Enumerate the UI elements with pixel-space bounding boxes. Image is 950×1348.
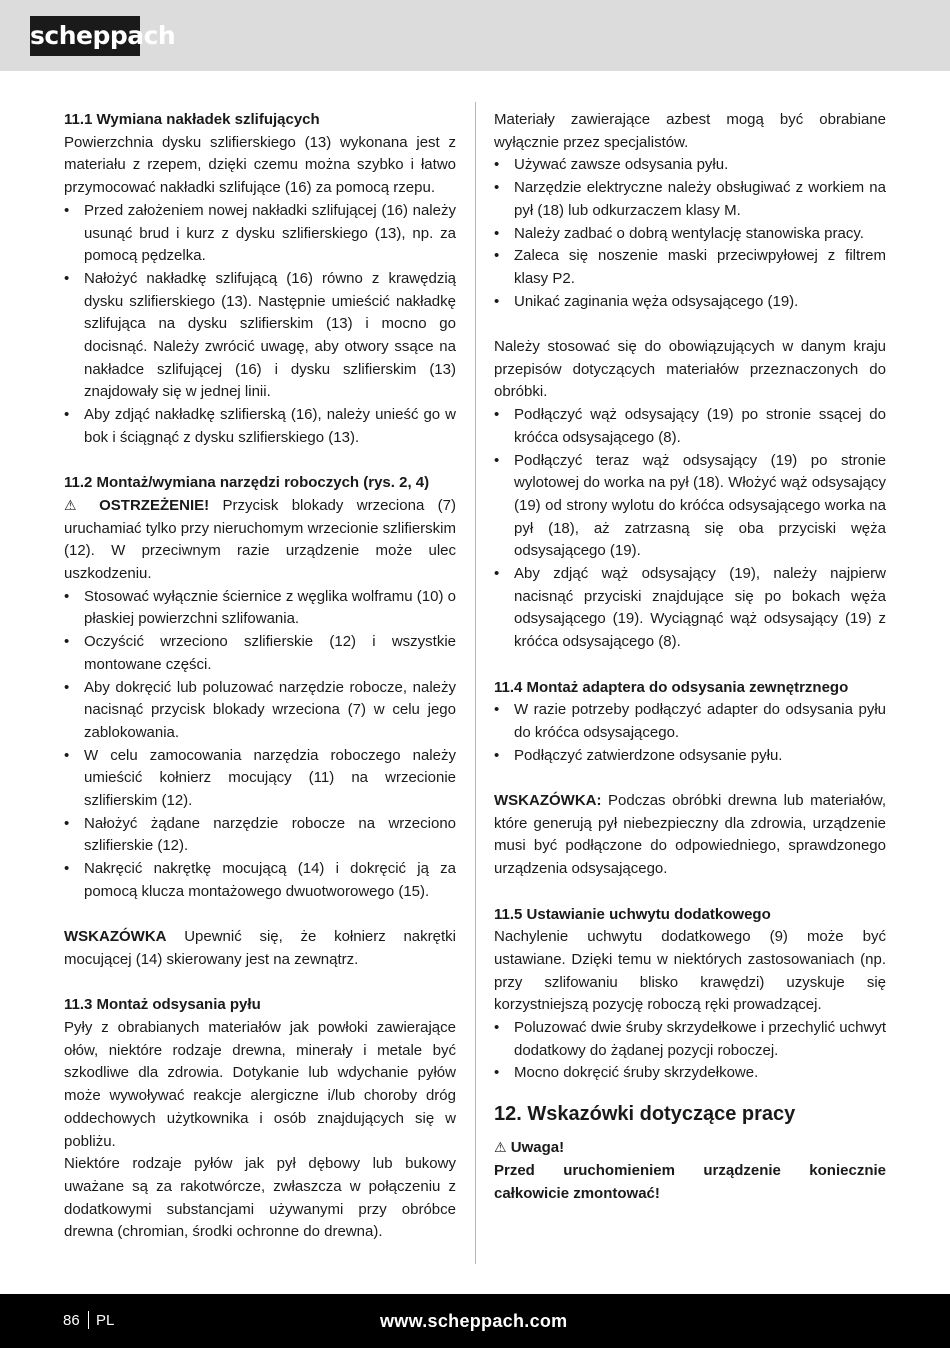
section-11-3-list-1 [494, 154, 886, 313]
warning-triangle-icon: ⚠ [64, 497, 86, 514]
section-11-1-title: 11.1 Wymiana nakładek szlifujących [64, 111, 320, 128]
bullet-icon: • [494, 406, 500, 424]
section-11-3-paragraph-1: Pyły z obrabianych materiałów jak powłoki zawierające ołów, niektóre rodzaje drewna, minerały i metale być szkodliwe dla zdrowia. Dotykanie lub wdychanie pyłów może wywoływać reakcje alergiczne i/lub choroby dróg oddechowych użytkownika i osób znajdujących się w pobliżu. [64, 1019, 456, 1150]
section-11-3-title: 11.3 Montaż odsysania pyłu [64, 996, 261, 1014]
bullet-icon: • [64, 406, 70, 424]
list-item: • Podłączyć zatwierdzone odsysanie pyłu. [494, 745, 886, 768]
note-text: Podczas obróbki drewna lub materiałów, które generują pył niebezpieczny dla zdrowia, urządzenie musi być podłączone do odpowiedniego, sprawdzonego urządzenia odsysającego. [494, 792, 886, 878]
note-text: Upewnić się, że kołnierz nakrętki mocującej (14) skierowany jest na zewnątrz. [64, 928, 456, 968]
note-wskazowka-1 [64, 926, 456, 971]
bullet-icon: • [64, 633, 70, 651]
header-bar [0, 0, 950, 71]
page-separator [88, 1311, 89, 1329]
section-11-4-list [494, 699, 886, 767]
warning-text: Przycisk blokady wrzeciona (7) uruchamiać tylko przy nieruchomym wrzecionie szlifierskim (12). W przeciwnym razie urządzenie może ulec uszkodzeniu. [64, 496, 456, 583]
bullet-icon: • [494, 247, 500, 265]
list-item: • Zaleca się noszenie maski przeciwpyłowej z filtrem klasy P2. [494, 247, 886, 287]
section-11-3-paragraph-3: Materiały zawierające azbest mogą być obrabiane wyłącznie przez specjalistów. [494, 111, 886, 151]
section-11-1-intro: Powierzchnia dysku szlifierskiego (13) wykonana jest z materiału z rzepem, dzięki czemu można szybko i łatwo przymocować nakładki szlifujące (16) za pomocą rzepu. [64, 133, 456, 197]
list-item: • Używać zawsze odsysania pyłu. [494, 154, 886, 177]
column-divider [475, 102, 476, 1264]
bullet-icon: • [64, 860, 70, 878]
bullet-icon: • [494, 292, 500, 310]
website-link[interactable]: www.scheppach.com [380, 1311, 568, 1331]
list-item: • Stosować wyłącznie ściernice z węglika wolframu (10) o płaskiej powierzchni szlifowania. [64, 587, 456, 628]
list-item: • Nałożyć nakładkę szlifującą (16) równo z krawędzią dysku szlifierskiego (13). Następnie umieścić nakładkę szlifująca na dysku szlifierskim (13) i mocno go docisnąć. Należy zwrócić uwagę, aby otwory ssące na nakładce szlifującej (16) i dysku szlifierskim (13) znajdowały się w jednej linii. [64, 269, 456, 401]
list-item: • Oczyścić wrzeciono szlifierskie (12) i wszystkie montowane części. [64, 633, 456, 673]
bullet-icon: • [494, 1019, 500, 1037]
section-11-1-list [64, 200, 456, 450]
section-11-3-paragraph-4: Należy stosować się do obowiązujących w danym kraju przepisów dotyczących materiałów przeznaczonych do obróbki. [494, 338, 886, 401]
list-item: • Narzędzie elektryczne należy obsługiwać z workiem na pył (18) lub odkurzaczem klasy M. [494, 179, 886, 219]
bullet-icon: • [64, 678, 70, 696]
list-item: • Aby zdjąć wąż odsysający (19), należy najpierw nacisnąć przyciski znajdujące się po bokach węża odsysającego (19). Wyciągnąć wąż odsysający (19) z króćca odsysającego (8). [494, 565, 886, 651]
language-code: PL [96, 1312, 115, 1329]
note-label: WSKAZÓWKA: [494, 792, 602, 810]
bullet-icon: • [64, 269, 70, 287]
list-item: • Podłączyć wąż odsysający (19) po stronie ssącej do króćca odsysającego (8). [494, 406, 886, 446]
right-column [494, 109, 886, 1205]
bullet-icon: • [64, 814, 70, 832]
list-item: • Poluzować dwie śruby skrzydełkowe i przechylić uchwyt dodatkowy do żądanej pozycji roboczej. [494, 1019, 886, 1059]
section-12-title: 12. Wskazówki dotyczące pracy [494, 1103, 796, 1126]
list-item: • Należy zadbać o dobrą wentylację stanowiska pracy. [494, 223, 886, 246]
bullet-icon: • [64, 587, 70, 605]
list-item: • Nakręcić nakrętkę mocującą (14) i dokręcić ją za pomocą klucza montażowego dwuotworowego (15). [64, 860, 456, 900]
warning-triangle-icon: ⚠ [494, 1140, 507, 1157]
list-item: • Przed założeniem nowej nakładki szlifującej (16) należy usunąć brud i kurz z dysku szlifierskiego (13), np. za pomocą pędzelka. [64, 201, 456, 265]
scheppach-logo [30, 16, 176, 56]
section-11-2-warning [64, 495, 456, 586]
section-11-5-title: 11.5 Ustawianie uchwytu dodatkowego [494, 905, 771, 923]
bullet-icon: • [494, 746, 500, 764]
list-item: • Aby dokręcić lub poluzować narzędzie robocze, należy nacisnąć przycisk blokady wrzeciona (7) w celu jego zablokowania. [64, 678, 456, 741]
bullet-icon: • [494, 451, 500, 469]
bullet-icon: • [494, 701, 500, 719]
list-item: • Unikać zaginania węża odsysającego (19). [494, 291, 886, 314]
bullet-icon: • [494, 179, 500, 197]
left-column [64, 109, 456, 1244]
section-11-4-title: 11.4 Montaż adaptera do odsysania zewnętrznego [494, 678, 849, 696]
warning-label: OSTRZEŻENIE! [99, 496, 210, 514]
list-item: • Aby zdjąć nakładkę szlifierską (16), należy unieść go w bok i ściągnąć z dysku szlifierskiego (13). [64, 406, 456, 446]
logo-text: scheppach [30, 21, 176, 50]
page-number: 86 [63, 1312, 80, 1329]
bullet-icon: • [494, 224, 500, 242]
section-11-5-list [494, 1017, 886, 1085]
bullet-icon: • [494, 1064, 500, 1082]
note-label: WSKAZÓWKA [64, 928, 167, 946]
bullet-icon: • [64, 746, 70, 764]
section-11-3-list-2 [494, 404, 886, 654]
list-item: • Mocno dokręcić śruby skrzydełkowe. [494, 1062, 886, 1085]
note-wskazowka-2 [494, 790, 886, 881]
caution-text: Przed uruchomieniem urządzenie koniecznie całkowicie zmontować! [494, 1161, 886, 1202]
list-item: • W razie potrzeby podłączyć adapter do odsysania pyłu do króćca odsysającego. [494, 701, 886, 741]
section-11-2-title: 11.2 Montaż/wymiana narzędzi roboczych (rys. 2, 4) [64, 474, 430, 492]
footer-bar [0, 1294, 950, 1348]
bullet-icon: • [494, 565, 500, 583]
list-item: • Podłączyć teraz wąż odsysający (19) po stronie wylotowej do worka na pył (18). Włożyć wąż odsysający (19) od strony wylotu do króćca odsysającego worka na pył (18), aż zatrzasną się oba przyciski węża odsysającego (19). [494, 451, 886, 560]
section-11-2-list [64, 586, 456, 904]
list-item: • Nałożyć żądane narzędzie robocze na wrzeciono szlifierskie (12). [64, 814, 456, 855]
bullet-icon: • [64, 201, 70, 219]
section-11-3-paragraph-2: Niektóre rodzaje pyłów jak pył dębowy lub bukowy uważane są za rakotwórcze, zwłaszcza w połączeniu z dodatkowymi substancjami używanymi przy obróbce drewna (chromian, środki ochronne do drewna). [64, 1155, 456, 1241]
caution-label: Uwaga! [510, 1139, 565, 1157]
caution-line [494, 1137, 886, 1160]
list-item: • W celu zamocowania narzędzia roboczego należy umieścić kołnierz mocujący (11) na wrzecionie szlifierskim (12). [64, 746, 456, 810]
section-11-5-paragraph: Nachylenie uchwytu dodatkowego (9) może być ustawiane. Dzięki temu w niektórych zastosowaniach (np. przy szlifowaniu blisko krawędzi) uzyskuje się korzystniejszą pozycję roboczą ręki prowadzącej. [494, 928, 886, 1014]
bullet-icon: • [494, 156, 500, 174]
